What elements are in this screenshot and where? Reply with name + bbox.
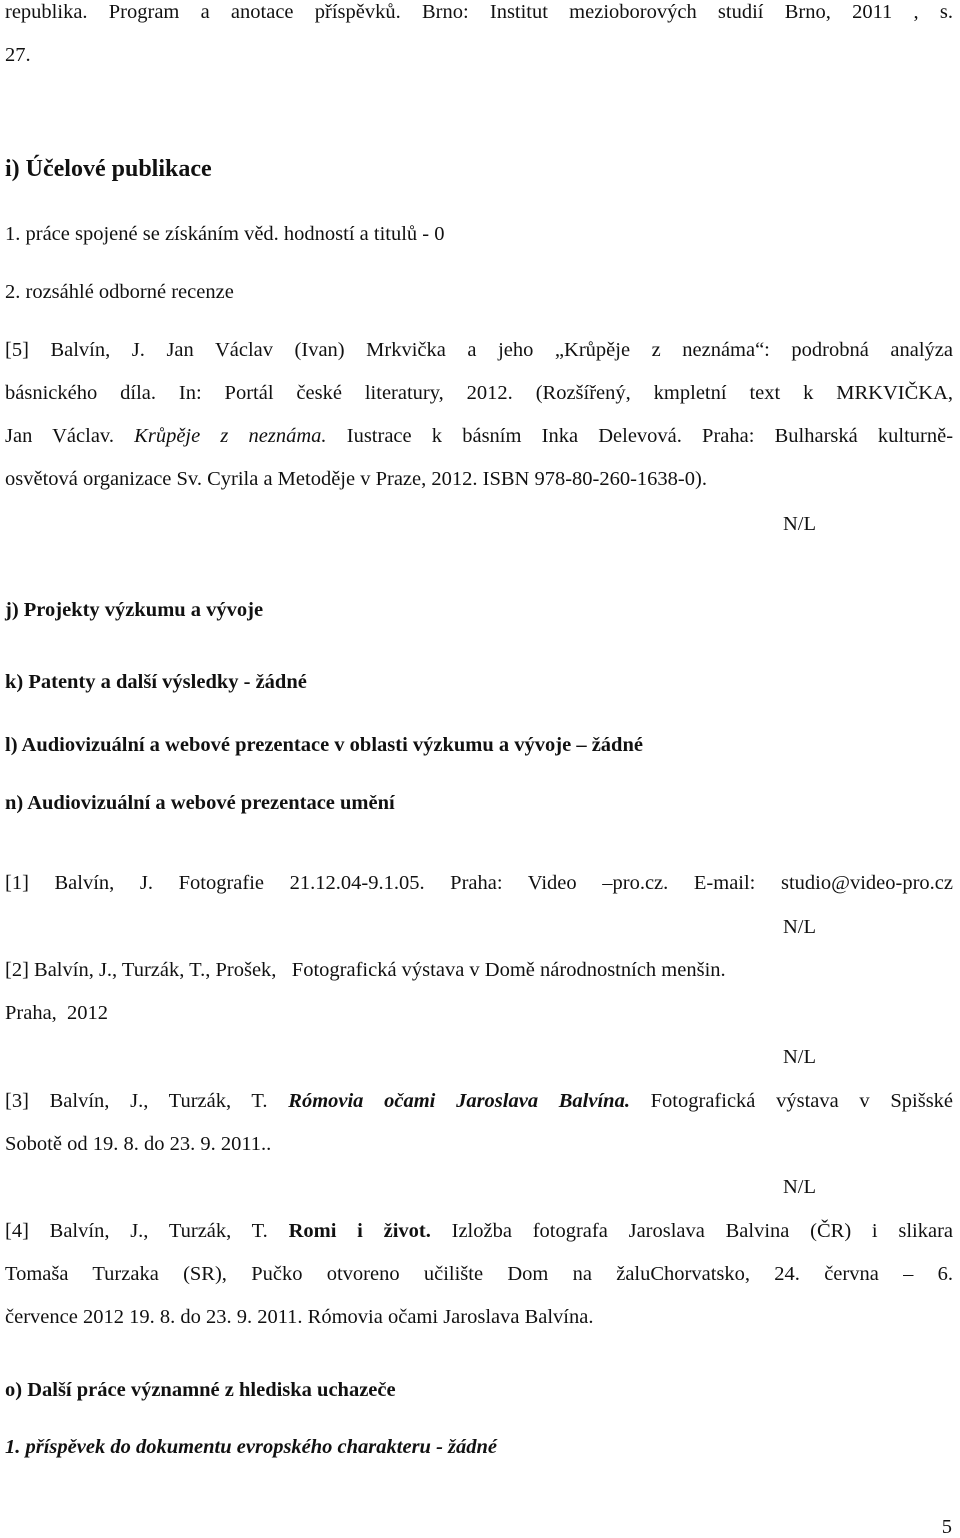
n-ref3-line-1-a: [3] Balvín, J., Turzák, T. [5, 1090, 268, 1112]
section-o-item-1: 1. příspěvek do dokumentu evropského charakteru - žádné [5, 1436, 497, 1458]
section-k-heading: k) Patenty a další výsledky - žádné [5, 671, 307, 693]
n-ref4-line-3: července 2012 19. 8. do 23. 9. 2011. Rómovia očami Jaroslava Balvína. [5, 1306, 594, 1328]
section-i-item-2: 2. rozsáhlé odborné recenze [5, 281, 234, 303]
section-o-heading: o) Další práce významné z hlediska uchazeče [5, 1379, 396, 1401]
ref5-line-2: básnického díla. In: Portál české literatury, 2012. (Rozšířený, kmpletní text k MRKVIČKA, [5, 382, 953, 404]
section-l-heading: l) Audiovizuální a webové prezentace v oblasti výzkumu a vývoje – žádné [5, 734, 643, 756]
ref5-line-3-c: Iustrace k básním Inka Delevová. Praha: Bulharská kulturně- [346, 425, 954, 447]
n-ref3-line-2: Sobotě od 19. 8. do 23. 9. 2011.. [5, 1133, 272, 1155]
ref5-line-1: [5] Balvín, J. Jan Václav (Ivan) Mrkvička a jeho „Krůpěje z neznáma“: podrobná analýza [5, 339, 953, 361]
ref5-line-4: osvětová organizace Sv. Cyrila a Metoděje v Praze, 2012. ISBN 978-80-260-1638-0). [5, 468, 707, 490]
section-n-heading: n) Audiovizuální a webové prezentace umění [5, 792, 395, 814]
n-ref2-nl-tag: N/L [782, 1046, 816, 1068]
n-ref3-title: Rómovia očami Jaroslava Balvína. [288, 1090, 630, 1112]
top-text-line-2: 27. [5, 44, 31, 66]
top-text-line-1: republika. Program a anotace příspěvků. Brno: Institut mezioborových studií Brno, 2011 , s. [5, 1, 953, 23]
section-j-heading: j) Projekty výzkumu a vývoje [5, 599, 264, 621]
n-ref4-line-2: Tomaša Turzaka (SR), Pučko otvoreno učilište Dom na žaluChorvatsko, 24. června – 6. [5, 1263, 953, 1285]
n-ref4-line-1 [5, 1221, 953, 1242]
section-i-item-1: 1. práce spojené se získáním věd. hodností a titulů - 0 [5, 223, 445, 245]
section-i-heading: i) Účelové publikace [5, 156, 212, 182]
page-number: 5 [941, 1516, 952, 1538]
ref5-line-3-a: Jan Václav. [5, 425, 114, 447]
n-ref3-line-1 [5, 1091, 953, 1112]
n-ref3-nl-tag: N/L [782, 1176, 816, 1198]
n-ref2-line-1-text: [2] Balvín, J., Turzák, T., Prošek, Fotografická výstava v Domě národnostních menšin. [5, 959, 726, 981]
n-ref2-line-2-text: Praha, 2012 [5, 1002, 109, 1024]
n-ref1-nl-tag: N/L [782, 916, 816, 938]
n-ref3-line-1-c: Fotografická výstava v Spišské [650, 1090, 954, 1112]
n-ref4-line-1-a: [4] Balvín, J., Turzák, T. [5, 1220, 268, 1242]
n-ref4-title: Romi i život. [288, 1220, 431, 1242]
ref5-nl-tag: N/L [782, 513, 816, 535]
ref5-line-3 [5, 426, 953, 447]
n-ref1-line-1: [1] Balvín, J. Fotografie 21.12.04-9.1.05. Praha: Video –pro.cz. E-mail: studio@video-pro.cz [5, 872, 953, 894]
n-ref2-line-1 [5, 960, 726, 981]
ref5-book-title: Krůpěje z neznáma. [134, 425, 327, 447]
n-ref2-line-2 [5, 1003, 108, 1024]
n-ref4-line-1-c: Izložba fotografa Jaroslava Balvina (ČR) i slikara [451, 1220, 953, 1242]
